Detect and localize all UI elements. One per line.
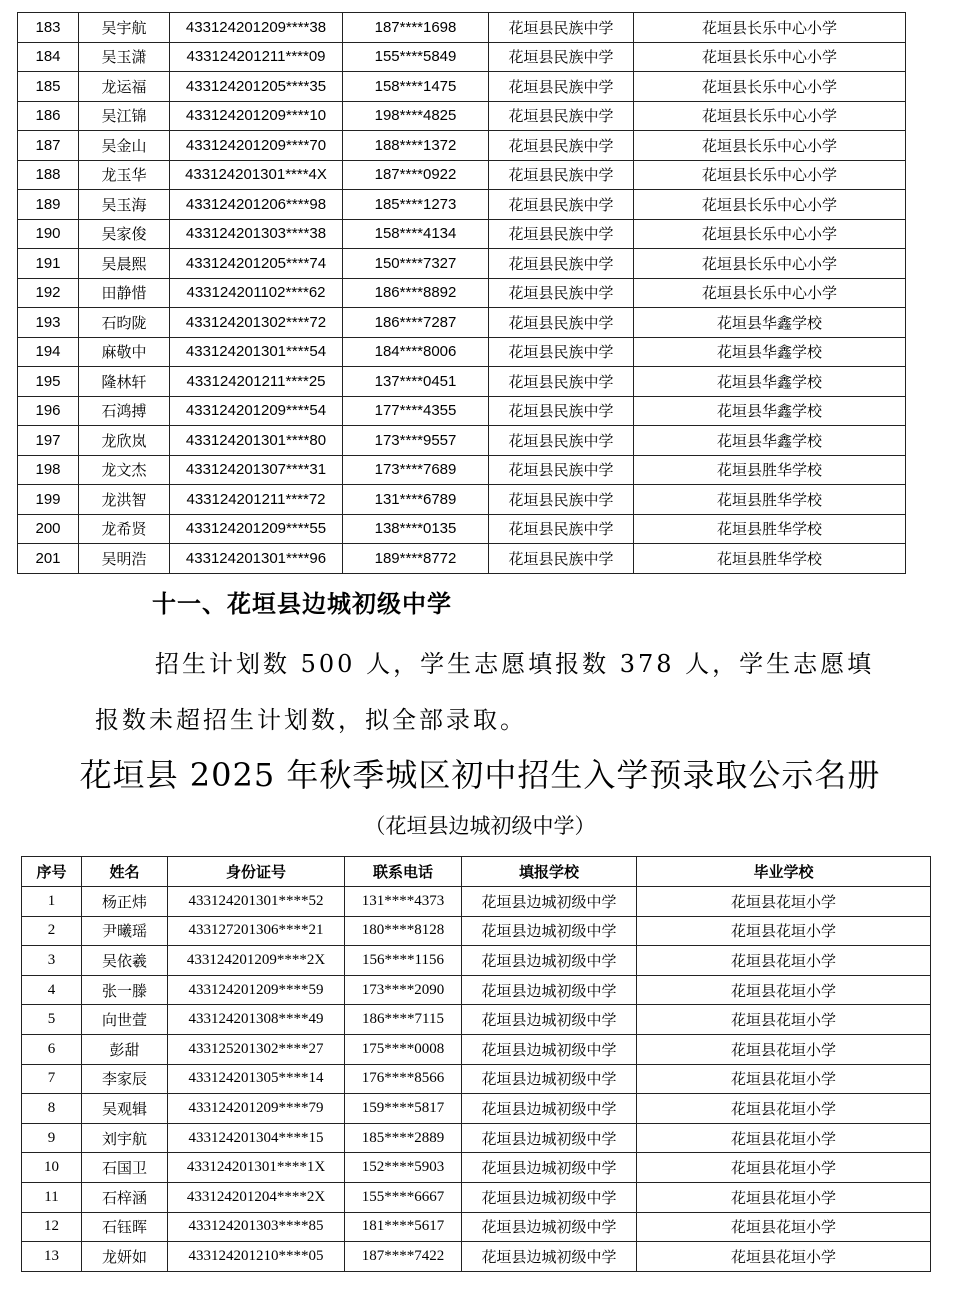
name-cell: 石梓涵 [82,1182,168,1212]
seq-cell: 8 [22,1094,82,1124]
name-cell: 张一滕 [82,975,168,1005]
phone-cell: 156****1156 [345,946,462,976]
applied-school-cell: 花垣县民族中学 [489,131,634,161]
name-cell: 尹曦瑶 [82,916,168,946]
graduation-school-cell: 花垣县长乐中心小学 [634,219,906,249]
table-row [22,1182,931,1212]
graduation-school-cell: 花垣县花垣小学 [637,1212,931,1242]
applied-school-cell: 花垣县边城初级中学 [462,1094,637,1124]
id-number-cell: 433124201211****72 [170,485,343,515]
table-row [18,544,906,574]
table-row [22,1034,931,1064]
name-cell: 吴晨熙 [79,249,170,279]
table-row [22,1123,931,1153]
header-phone: 联系电话 [345,857,462,887]
id-number-cell: 433124201303****38 [170,219,343,249]
graduation-school-cell: 花垣县华鑫学校 [634,396,906,426]
phone-cell: 150****7327 [343,249,489,279]
phone-cell: 131****6789 [343,485,489,515]
applied-school-cell: 花垣县边城初级中学 [462,1212,637,1242]
name-cell: 李家辰 [82,1064,168,1094]
table-row [18,101,906,131]
applied-school-cell: 花垣县边城初级中学 [462,1182,637,1212]
applied-school-cell: 花垣县民族中学 [489,455,634,485]
phone-cell: 186****8892 [343,278,489,308]
seq-cell: 9 [22,1123,82,1153]
table-row [22,1005,931,1035]
seq-cell: 10 [22,1153,82,1183]
seq-cell: 7 [22,1064,82,1094]
table-row [18,308,906,338]
id-number-cell: 433124201205****74 [170,249,343,279]
name-cell: 石昀陇 [79,308,170,338]
phone-cell: 185****2889 [345,1123,462,1153]
table-row [18,219,906,249]
table-row [18,160,906,190]
applied-school-cell: 花垣县民族中学 [489,249,634,279]
seq-cell: 189 [18,190,79,220]
name-cell: 龙文杰 [79,455,170,485]
seq-cell: 195 [18,367,79,397]
phone-cell: 158****1475 [343,72,489,102]
applied-school-cell: 花垣县民族中学 [489,278,634,308]
graduation-school-cell: 花垣县花垣小学 [637,946,931,976]
table-row [18,131,906,161]
applied-school-cell: 花垣县民族中学 [489,72,634,102]
applied-school-cell: 花垣县民族中学 [489,42,634,72]
seq-cell: 194 [18,337,79,367]
id-number-cell: 433124201209****2X [168,946,345,976]
id-number-cell: 433124201301****4X [170,160,343,190]
phone-cell: 138****0135 [343,514,489,544]
id-number-cell: 433127201306****21 [168,916,345,946]
phone-cell: 173****9557 [343,426,489,456]
id-number-cell: 433124201301****52 [168,887,345,917]
graduation-school-cell: 花垣县花垣小学 [637,975,931,1005]
applied-school-cell: 花垣县民族中学 [489,514,634,544]
seq-cell: 6 [22,1034,82,1064]
table-row [18,367,906,397]
graduation-school-cell: 花垣县花垣小学 [637,1094,931,1124]
table-row [18,396,906,426]
seq-cell: 13 [22,1242,82,1272]
name-cell: 刘宇航 [82,1123,168,1153]
id-number-cell: 433124201209****38 [170,13,343,43]
seq-cell: 3 [22,946,82,976]
table-row [22,916,931,946]
header-seq: 序号 [22,857,82,887]
id-number-cell: 433124201205****35 [170,72,343,102]
graduation-school-cell: 花垣县花垣小学 [637,1064,931,1094]
id-number-cell: 433124201211****25 [170,367,343,397]
graduation-school-cell: 花垣县长乐中心小学 [634,278,906,308]
seq-cell: 1 [22,887,82,917]
graduation-school-cell: 花垣县长乐中心小学 [634,190,906,220]
graduation-school-cell: 花垣县胜华学校 [634,455,906,485]
seq-cell: 12 [22,1212,82,1242]
applied-school-cell: 花垣县民族中学 [489,13,634,43]
table-row [22,975,931,1005]
phone-cell: 176****8566 [345,1064,462,1094]
id-number-cell: 433124201209****55 [170,514,343,544]
name-cell: 石国卫 [82,1153,168,1183]
name-cell: 龙妍如 [82,1242,168,1272]
name-cell: 隆林轩 [79,367,170,397]
applied-school-cell: 花垣县边城初级中学 [462,1034,637,1064]
applied-school-cell: 花垣县民族中学 [489,101,634,131]
table-row [18,455,906,485]
phone-cell: 187****7422 [345,1242,462,1272]
phone-cell: 186****7287 [343,308,489,338]
id-number-cell: 433125201302****27 [168,1034,345,1064]
name-cell: 吴玉海 [79,190,170,220]
name-cell: 吴家俊 [79,219,170,249]
graduation-school-cell: 花垣县胜华学校 [634,485,906,515]
seq-cell: 196 [18,396,79,426]
phone-cell: 188****1372 [343,131,489,161]
id-number-cell: 433124201307****31 [170,455,343,485]
id-number-cell: 433124201308****49 [168,1005,345,1035]
graduation-school-cell: 花垣县长乐中心小学 [634,249,906,279]
id-number-cell: 433124201303****85 [168,1212,345,1242]
table-row [22,1094,931,1124]
applied-school-cell: 花垣县民族中学 [489,426,634,456]
id-number-cell: 433124201102****62 [170,278,343,308]
seq-cell: 191 [18,249,79,279]
graduation-school-cell: 花垣县华鑫学校 [634,337,906,367]
seq-cell: 199 [18,485,79,515]
id-number-cell: 433124201301****96 [170,544,343,574]
applied-school-cell: 花垣县民族中学 [489,337,634,367]
seq-cell: 4 [22,975,82,1005]
graduation-school-cell: 花垣县胜华学校 [634,544,906,574]
name-cell: 麻敬中 [79,337,170,367]
id-number-cell: 433124201211****09 [170,42,343,72]
id-number-cell: 433124201209****59 [168,975,345,1005]
name-cell: 吴宇航 [79,13,170,43]
phone-cell: 177****4355 [343,396,489,426]
applied-school-cell: 花垣县民族中学 [489,219,634,249]
applied-school-cell: 花垣县民族中学 [489,367,634,397]
graduation-school-cell: 花垣县花垣小学 [637,1153,931,1183]
phone-cell: 158****4134 [343,219,489,249]
admission-summary-paragraph: 招生计划数 500 人，学生志愿填报数 378 人，学生志愿填报数未超招生计划数，拟全部录取。 [95,650,875,734]
graduation-school-cell: 花垣县华鑫学校 [634,308,906,338]
phone-cell: 131****4373 [345,887,462,917]
id-number-cell: 433124201206****98 [170,190,343,220]
name-cell: 吴玉潇 [79,42,170,72]
graduation-school-cell: 花垣县长乐中心小学 [634,13,906,43]
seq-cell: 11 [22,1182,82,1212]
seq-cell: 186 [18,101,79,131]
id-number-cell: 433124201305****14 [168,1064,345,1094]
table-row [18,485,906,515]
table-row [18,514,906,544]
name-cell: 石鸿搏 [79,396,170,426]
name-cell: 吴依羲 [82,946,168,976]
seq-cell: 184 [18,42,79,72]
phone-cell: 185****1273 [343,190,489,220]
roster-header-row [22,857,931,887]
name-cell: 杨正炜 [82,887,168,917]
section-heading: 十一、花垣县边城初级中学 [152,590,452,618]
seq-cell: 185 [18,72,79,102]
continued-roster-table [17,12,906,574]
name-cell: 吴明浩 [79,544,170,574]
name-cell: 吴观辑 [82,1094,168,1124]
seq-cell: 197 [18,426,79,456]
applied-school-cell: 花垣县边城初级中学 [462,1064,637,1094]
table-row [22,1153,931,1183]
id-number-cell: 433124201209****70 [170,131,343,161]
id-number-cell: 433124201302****72 [170,308,343,338]
graduation-school-cell: 花垣县花垣小学 [637,916,931,946]
id-number-cell: 433124201209****54 [170,396,343,426]
seq-cell: 187 [18,131,79,161]
id-number-cell: 433124201209****10 [170,101,343,131]
id-number-cell: 433124201304****15 [168,1123,345,1153]
graduation-school-cell: 花垣县花垣小学 [637,1123,931,1153]
name-cell: 龙欣岚 [79,426,170,456]
seq-cell: 190 [18,219,79,249]
applied-school-cell: 花垣县边城初级中学 [462,1153,637,1183]
applied-school-cell: 花垣县边城初级中学 [462,1005,637,1035]
graduation-school-cell: 花垣县华鑫学校 [634,367,906,397]
seq-cell: 200 [18,514,79,544]
name-cell: 龙洪智 [79,485,170,515]
graduation-school-cell: 花垣县胜华学校 [634,514,906,544]
table-row [18,72,906,102]
applied-school-cell: 花垣县民族中学 [489,308,634,338]
applied-school-cell: 花垣县边城初级中学 [462,1242,637,1272]
phone-cell: 187****1698 [343,13,489,43]
name-cell: 龙玉华 [79,160,170,190]
applied-school-cell: 花垣县边城初级中学 [462,1123,637,1153]
phone-cell: 189****8772 [343,544,489,574]
applied-school-cell: 花垣县边城初级中学 [462,975,637,1005]
name-cell: 龙运福 [79,72,170,102]
continued-roster-body [18,13,906,574]
phone-cell: 137****0451 [343,367,489,397]
id-number-cell: 433124201301****80 [170,426,343,456]
table-row [18,249,906,279]
phone-cell: 198****4825 [343,101,489,131]
phone-cell: 186****7115 [345,1005,462,1035]
applied-school-cell: 花垣县边城初级中学 [462,946,637,976]
roster-body [22,887,931,1272]
seq-cell: 5 [22,1005,82,1035]
table-row [18,278,906,308]
graduation-school-cell: 花垣县长乐中心小学 [634,72,906,102]
phone-cell: 159****5817 [345,1094,462,1124]
table-row [22,1242,931,1272]
roster-table [21,856,931,1272]
name-cell: 向世萱 [82,1005,168,1035]
graduation-school-cell: 花垣县长乐中心小学 [634,131,906,161]
graduation-school-cell: 花垣县花垣小学 [637,1005,931,1035]
graduation-school-cell: 花垣县花垣小学 [637,887,931,917]
name-cell: 田静惜 [79,278,170,308]
graduation-school-cell: 花垣县花垣小学 [637,1242,931,1272]
table-row [18,13,906,43]
id-number-cell: 433124201204****2X [168,1182,345,1212]
table-row [22,887,931,917]
graduation-school-cell: 花垣县长乐中心小学 [634,160,906,190]
id-number-cell: 433124201301****54 [170,337,343,367]
table-row [18,190,906,220]
graduation-school-cell: 花垣县长乐中心小学 [634,42,906,72]
phone-cell: 187****0922 [343,160,489,190]
table-row [18,42,906,72]
table-row [22,1064,931,1094]
name-cell: 吴江锦 [79,101,170,131]
phone-cell: 173****2090 [345,975,462,1005]
seq-cell: 193 [18,308,79,338]
graduation-school-cell: 花垣县花垣小学 [637,1182,931,1212]
id-number-cell: 433124201301****1X [168,1153,345,1183]
name-cell: 石钰晖 [82,1212,168,1242]
applied-school-cell: 花垣县边城初级中学 [462,916,637,946]
document-title: 花垣县 2025 年秋季城区初中招生入学预录取公示名册 [79,756,881,794]
header-name: 姓名 [82,857,168,887]
applied-school-cell: 花垣县民族中学 [489,396,634,426]
name-cell: 彭甜 [82,1034,168,1064]
applied-school-cell: 花垣县民族中学 [489,485,634,515]
header-applied-school: 填报学校 [462,857,637,887]
graduation-school-cell: 花垣县花垣小学 [637,1034,931,1064]
phone-cell: 181****5617 [345,1212,462,1242]
phone-cell: 180****8128 [345,916,462,946]
phone-cell: 173****7689 [343,455,489,485]
phone-cell: 175****0008 [345,1034,462,1064]
phone-cell: 184****8006 [343,337,489,367]
seq-cell: 198 [18,455,79,485]
table-row [22,1212,931,1242]
table-row [18,337,906,367]
phone-cell: 155****5849 [343,42,489,72]
header-id-number: 身份证号 [168,857,345,887]
seq-cell: 201 [18,544,79,574]
id-number-cell: 433124201210****05 [168,1242,345,1272]
applied-school-cell: 花垣县民族中学 [489,190,634,220]
name-cell: 吴金山 [79,131,170,161]
applied-school-cell: 花垣县边城初级中学 [462,887,637,917]
phone-cell: 155****6667 [345,1182,462,1212]
seq-cell: 2 [22,916,82,946]
seq-cell: 183 [18,13,79,43]
applied-school-cell: 花垣县民族中学 [489,160,634,190]
seq-cell: 192 [18,278,79,308]
table-row [18,426,906,456]
table-row [22,946,931,976]
header-graduation-school: 毕业学校 [637,857,931,887]
id-number-cell: 433124201209****79 [168,1094,345,1124]
phone-cell: 152****5903 [345,1153,462,1183]
graduation-school-cell: 花垣县华鑫学校 [634,426,906,456]
applied-school-cell: 花垣县民族中学 [489,544,634,574]
graduation-school-cell: 花垣县长乐中心小学 [634,101,906,131]
name-cell: 龙希贤 [79,514,170,544]
seq-cell: 188 [18,160,79,190]
document-subtitle: （花垣县边城初级中学） [364,814,596,838]
